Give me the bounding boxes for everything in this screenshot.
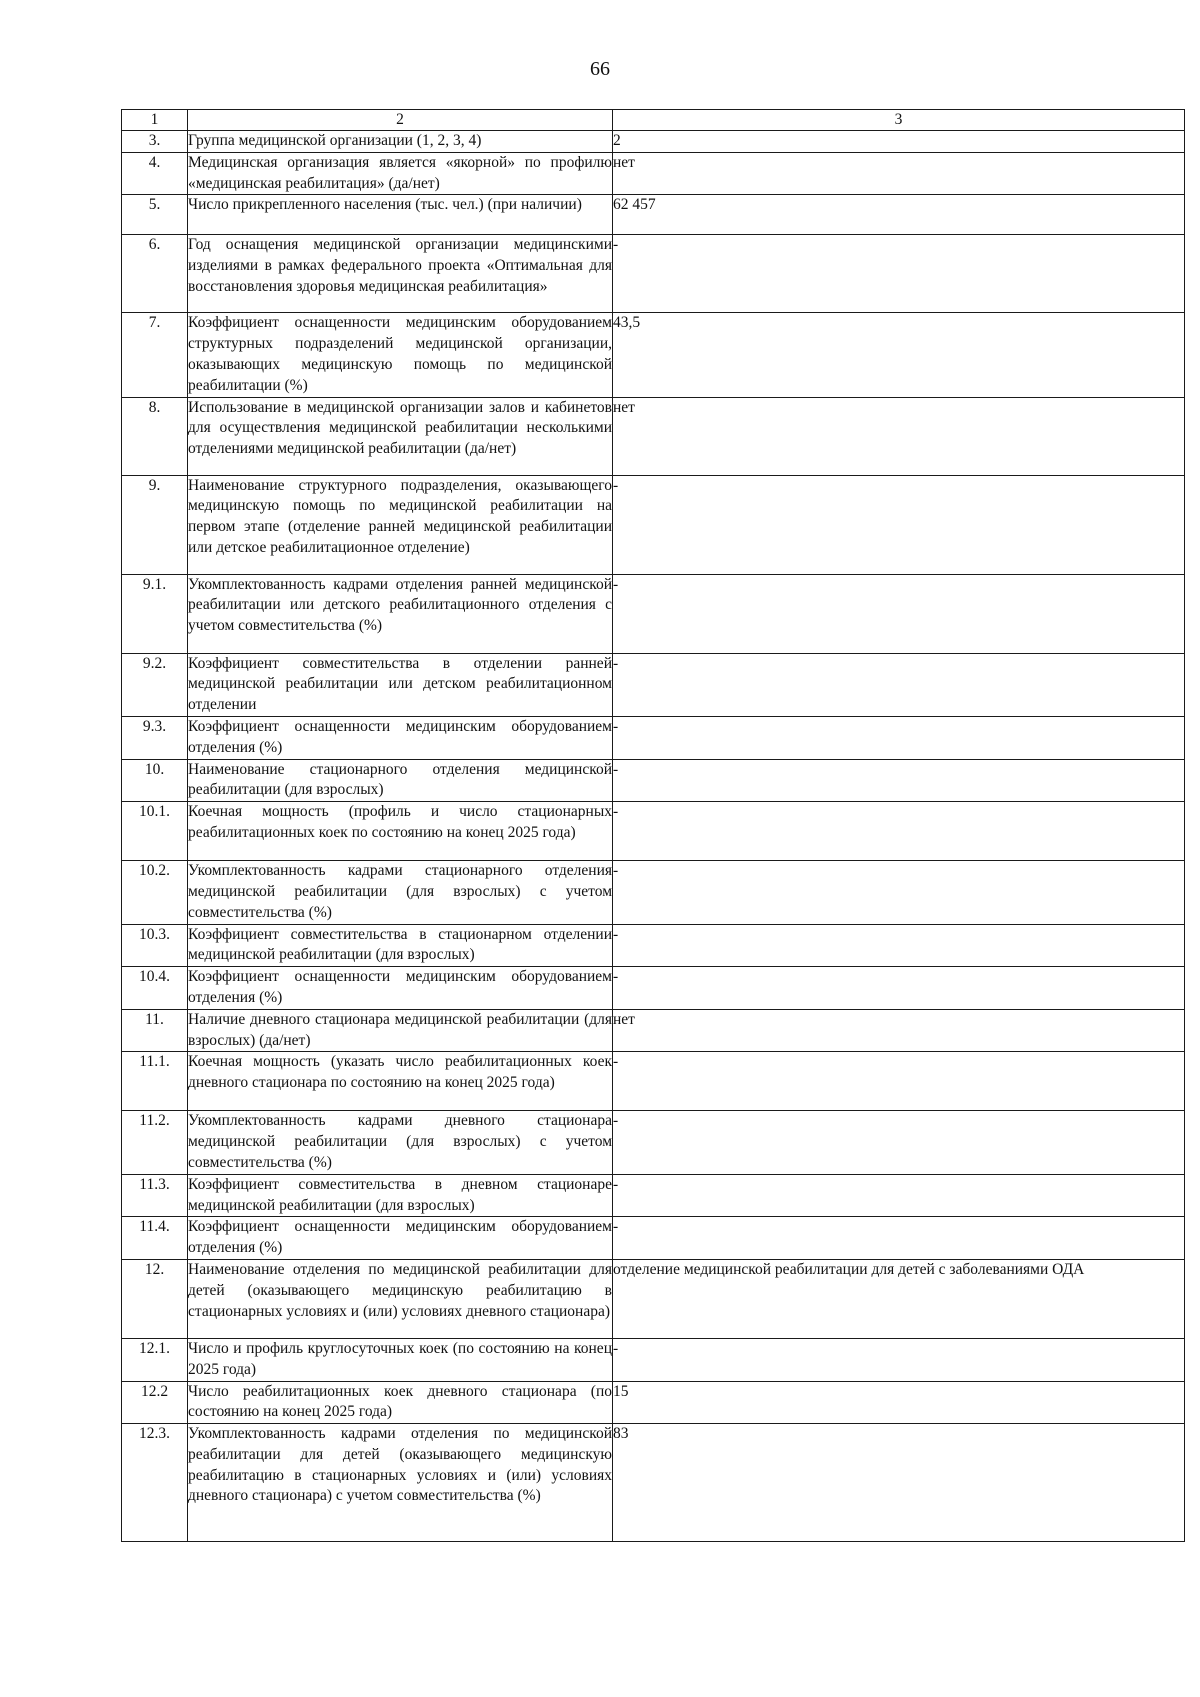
row-indicator-name: Год оснащения медицинской организации медицинскими изделиями в рамках федерального проекта «Оптимальная для восстановления здоровья медицинская реабилитация» xyxy=(188,235,613,313)
header-col-2: 2 xyxy=(188,110,613,131)
row-number: 9.1. xyxy=(122,574,188,653)
row-value: - xyxy=(613,1217,1185,1260)
row-indicator-name: Использование в медицинской организации залов и кабинетов для осуществления медицинской реабилитации несколькими отделениями медицинской реабилитации (да/нет) xyxy=(188,397,613,475)
table-row xyxy=(122,802,1185,861)
row-indicator-name: Наличие дневного стационара медицинской реабилитации (для взрослых) (да/нет) xyxy=(188,1009,613,1052)
row-number: 9.3. xyxy=(122,716,188,759)
table-row xyxy=(122,1381,1185,1424)
page-number: 66 xyxy=(590,58,610,80)
table-row xyxy=(122,1259,1185,1338)
table-header-row xyxy=(122,110,1185,131)
row-number: 10.4. xyxy=(122,967,188,1010)
table-row xyxy=(122,397,1185,475)
row-number: 11.2. xyxy=(122,1111,188,1174)
row-indicator-name: Число и профиль круглосуточных коек (по состоянию на конец 2025 года) xyxy=(188,1338,613,1381)
row-value: 15 xyxy=(613,1381,1185,1424)
row-value: - xyxy=(613,759,1185,802)
row-value: нет xyxy=(613,397,1185,475)
row-value: нет xyxy=(613,1009,1185,1052)
row-value: - xyxy=(613,967,1185,1010)
row-indicator-name: Коэффициент оснащенности медицинским оборудованием отделения (%) xyxy=(188,967,613,1010)
row-indicator-name: Коэффициент оснащенности медицинским оборудованием отделения (%) xyxy=(188,716,613,759)
row-indicator-name: Коэффициент оснащенности медицинским оборудованием отделения (%) xyxy=(188,1217,613,1260)
row-number: 12.2 xyxy=(122,1381,188,1424)
row-indicator-name: Укомплектованность кадрами стационарного отделения медицинской реабилитации (для взрослых) с учетом совместительства (%) xyxy=(188,861,613,924)
header-col-1: 1 xyxy=(122,110,188,131)
row-indicator-name: Наименование отделения по медицинской реабилитации для детей (оказывающего медицинскую реабилитацию в стационарных условиях и (или) условиях дневного стационара) xyxy=(188,1259,613,1338)
row-number: 9.2. xyxy=(122,653,188,716)
table-row xyxy=(122,313,1185,397)
table-row xyxy=(122,195,1185,235)
row-value: - xyxy=(613,653,1185,716)
row-indicator-name: Коэффициент совместительства в стационарном отделении медицинской реабилитации (для взрослых) xyxy=(188,924,613,967)
row-number: 4. xyxy=(122,152,188,195)
row-value: 43,5 xyxy=(613,313,1185,397)
table-row xyxy=(122,1052,1185,1111)
row-indicator-name: Коэффициент совместительства в отделении ранней медицинской реабилитации или детском реабилитационном отделении xyxy=(188,653,613,716)
row-indicator-name: Наименование структурного подразделения, оказывающего медицинскую помощь по медицинской реабилитации на первом этапе (отделение ранней медицинской реабилитации или детское реабилитационное отделение) xyxy=(188,475,613,574)
row-indicator-name: Наименование стационарного отделения медицинской реабилитации (для взрослых) xyxy=(188,759,613,802)
data-table xyxy=(121,109,1185,1542)
row-number: 10. xyxy=(122,759,188,802)
row-value: нет xyxy=(613,152,1185,195)
row-value: 83 xyxy=(613,1424,1185,1542)
row-number: 5. xyxy=(122,195,188,235)
table-row xyxy=(122,1338,1185,1381)
row-value: - xyxy=(613,1338,1185,1381)
row-value: - xyxy=(613,716,1185,759)
row-indicator-name: Коэффициент оснащенности медицинским оборудованием структурных подразделений медицинской организации, оказывающих медицинскую помощь по медицинской реабилитации (%) xyxy=(188,313,613,397)
row-indicator-name: Коечная мощность (указать число реабилитационных коек дневного стационара по состоянию на конец 2025 года) xyxy=(188,1052,613,1111)
row-number: 7. xyxy=(122,313,188,397)
table-row xyxy=(122,475,1185,574)
row-indicator-name: Коечная мощность (профиль и число стационарных реабилитационных коек по состоянию на конец 2025 года) xyxy=(188,802,613,861)
row-value: отделение медицинской реабилитации для детей с заболеваниями ОДА xyxy=(613,1259,1185,1338)
row-number: 10.2. xyxy=(122,861,188,924)
row-value: - xyxy=(613,1052,1185,1111)
row-value: - xyxy=(613,924,1185,967)
row-number: 11.3. xyxy=(122,1174,188,1217)
row-indicator-name: Число реабилитационных коек дневного стационара (по состоянию на конец 2025 года) xyxy=(188,1381,613,1424)
row-value: - xyxy=(613,574,1185,653)
row-indicator-name: Группа медицинской организации (1, 2, 3, 4) xyxy=(188,131,613,153)
row-number: 11. xyxy=(122,1009,188,1052)
row-value: - xyxy=(613,475,1185,574)
table-row xyxy=(122,152,1185,195)
row-indicator-name: Число прикрепленного населения (тыс. чел.) (при наличии) xyxy=(188,195,613,235)
row-number: 12.1. xyxy=(122,1338,188,1381)
row-value: - xyxy=(613,1174,1185,1217)
row-number: 10.3. xyxy=(122,924,188,967)
row-value: 2 xyxy=(613,131,1185,153)
row-number: 8. xyxy=(122,397,188,475)
table-row xyxy=(122,861,1185,924)
table-row xyxy=(122,131,1185,153)
row-value: - xyxy=(613,1111,1185,1174)
row-value: - xyxy=(613,861,1185,924)
table-row xyxy=(122,1111,1185,1174)
row-indicator-name: Укомплектованность кадрами отделения по медицинской реабилитации для детей (оказывающего медицинскую реабилитацию в стационарных условиях и (или) условиях дневного стационара) с учетом совместительства (%) xyxy=(188,1424,613,1542)
row-indicator-name: Укомплектованность кадрами отделения ранней медицинской реабилитации или детского реабилитационного отделения с учетом совместительства (%) xyxy=(188,574,613,653)
row-number: 6. xyxy=(122,235,188,313)
row-indicator-name: Укомплектованность кадрами дневного стационара медицинской реабилитации (для взрослых) с учетом совместительства (%) xyxy=(188,1111,613,1174)
row-number: 11.1. xyxy=(122,1052,188,1111)
table-row xyxy=(122,1174,1185,1217)
row-indicator-name: Коэффициент совместительства в дневном стационаре медицинской реабилитации (для взрослых) xyxy=(188,1174,613,1217)
row-number: 11.4. xyxy=(122,1217,188,1260)
table-row xyxy=(122,653,1185,716)
row-number: 12.3. xyxy=(122,1424,188,1542)
table-row xyxy=(122,716,1185,759)
row-number: 3. xyxy=(122,131,188,153)
row-number: 9. xyxy=(122,475,188,574)
row-value: - xyxy=(613,802,1185,861)
table-row xyxy=(122,924,1185,967)
row-value: 62 457 xyxy=(613,195,1185,235)
table-row xyxy=(122,574,1185,653)
table-row xyxy=(122,967,1185,1010)
row-number: 12. xyxy=(122,1259,188,1338)
row-value: - xyxy=(613,235,1185,313)
table-row xyxy=(122,759,1185,802)
row-number: 10.1. xyxy=(122,802,188,861)
header-col-3: 3 xyxy=(613,110,1185,131)
table-row xyxy=(122,235,1185,313)
table-row xyxy=(122,1009,1185,1052)
table-row xyxy=(122,1424,1185,1542)
row-indicator-name: Медицинская организация является «якорной» по профилю «медицинская реабилитация» (да/нет) xyxy=(188,152,613,195)
table-row xyxy=(122,1217,1185,1260)
